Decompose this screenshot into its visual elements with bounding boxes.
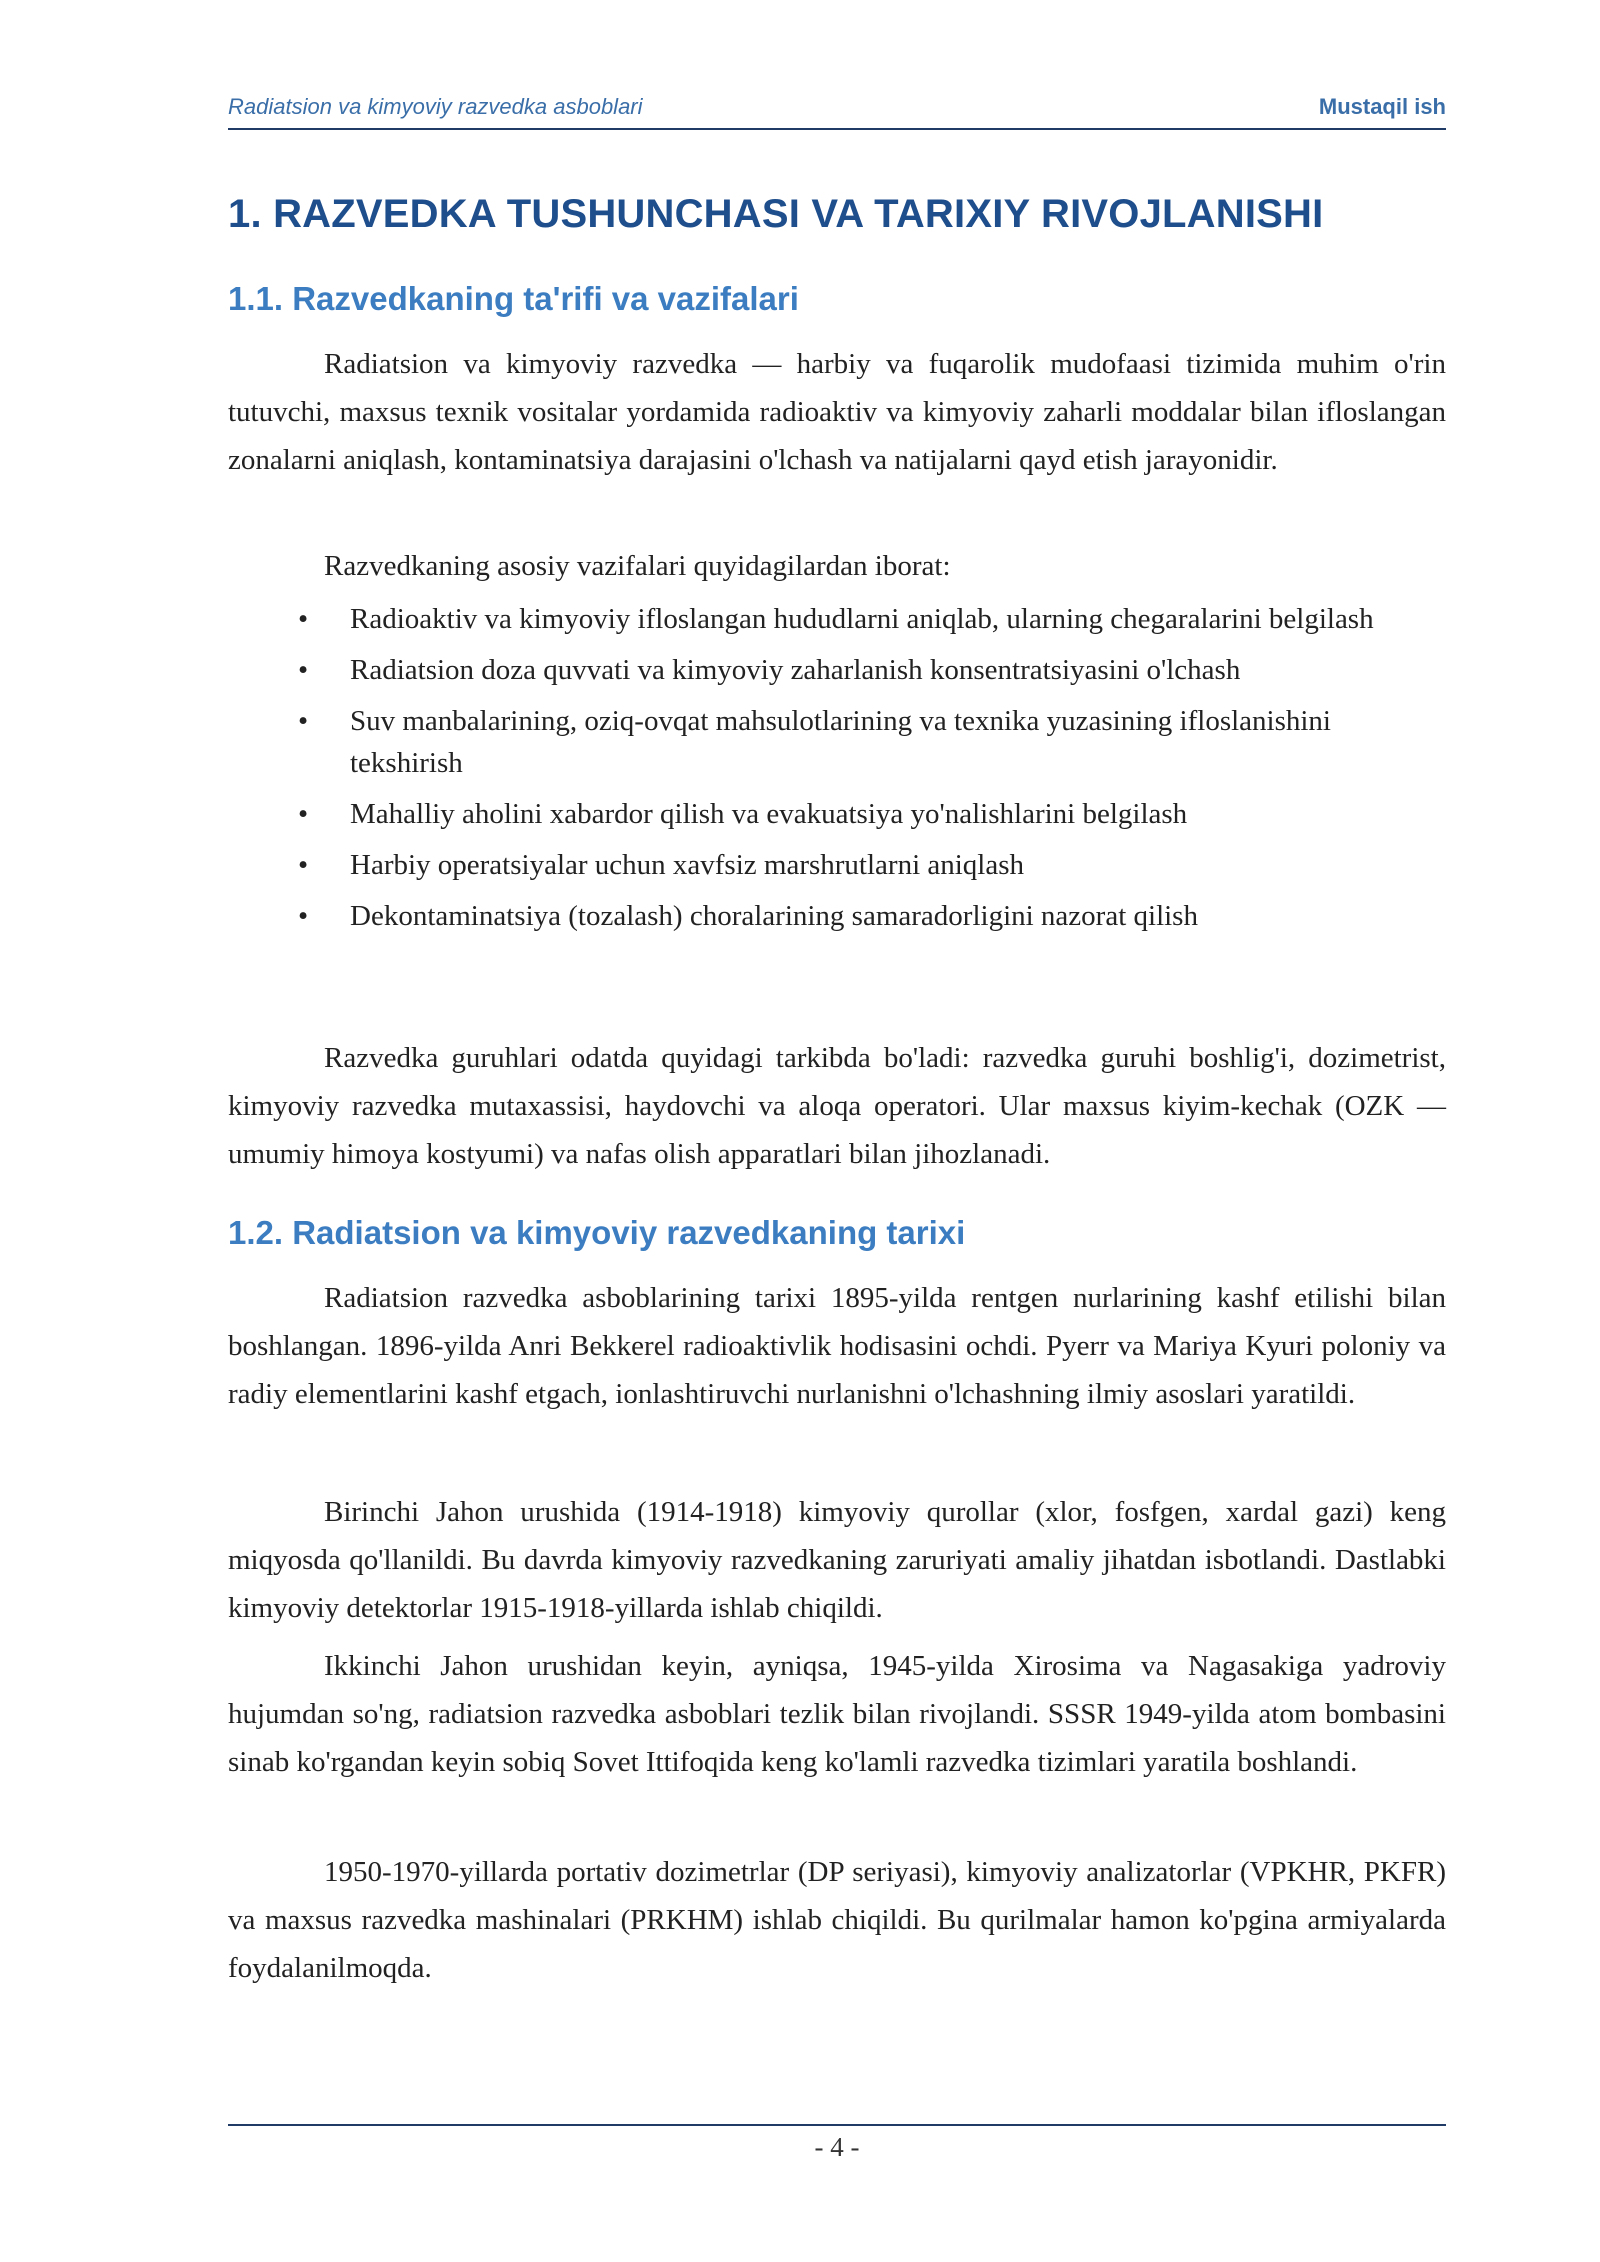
page-header — [228, 92, 1446, 130]
section-2-paragraph-1: Radiatsion razvedka asboblarining tarixi 1895-yilda rentgen nurlarining kashf etilishi bilan boshlangan. 1896-yilda Anri Bekkerel radioaktivlik hodisasini ochdi. Pyerr va Mariya Kyuri poloniy va radiy elementlarini kashf etgach, ionlashtiruvchi nurlanishni o'lchashning ilmiy asoslari yaratildi. — [228, 1282, 1446, 1410]
list-item — [228, 895, 1446, 937]
section-1-paragraph-1: Radiatsion va kimyoviy razvedka — harbiy va fuqarolik mudofaasi tizimida muhim o'rin tutuvchi, maxsus texnik vositalar yordamida radioaktiv va kimyoviy zaharli moddalar bilan ifloslangan zonalarni aniqlash, kontaminatsiya darajasini o'lchash va natijalarni qayd etish jarayonidir. — [228, 348, 1446, 476]
list-item-text: Radiatsion doza quvvati va kimyoviy zaharlanish konsentratsiyasini o'lchash — [350, 654, 1241, 686]
list-item-text: Mahalliy aholini xabardor qilish va evakuatsiya yo'nalishlarini belgilash — [350, 798, 1188, 830]
list-item-text: Radioaktiv va kimyoviy ifloslangan hududlarni aniqlab, ularning chegaralarini belgilash — [350, 603, 1374, 635]
section-2-heading: 1.2. Radiatsion va kimyoviy razvedkaning tarixi — [228, 1214, 966, 1251]
section-2-paragraph-4: 1950-1970-yillarda portativ dozimetrlar (DP seriyasi), kimyoviy analizatorlar (VPKHR, PKFR) va maxsus razvedka mashinalari (PRKHM) ishlab chiqildi. Bu qurilmalar hamon ko'pgina armiyalarda foydalanilmoqda. — [228, 1856, 1446, 1984]
tasks-bullet-list — [228, 598, 1446, 946]
bullet-icon: • — [298, 705, 309, 737]
list-item-text: Harbiy operatsiyalar uchun xavfsiz marshrutlarni aniqlash — [350, 849, 1025, 881]
bullet-icon: • — [298, 900, 309, 932]
footer-divider — [228, 2124, 1446, 2126]
section-1-heading: 1.1. Razvedkaning ta'rifi va vazifalari — [228, 280, 799, 317]
chapter-title: 1. RAZVEDKA TUSHUNCHASI VA TARIXIY RIVOJLANISHI — [228, 192, 1324, 236]
bullet-icon: • — [298, 798, 309, 830]
document-page — [228, 0, 1446, 2262]
list-item — [228, 700, 1446, 784]
list-item — [228, 844, 1446, 886]
bullet-icon: • — [298, 654, 309, 686]
list-item — [228, 793, 1446, 835]
list-item-text: Suv manbalarining, oziq-ovqat mahsulotlarining va texnika yuzasining ifloslanishini tekshirish — [350, 705, 1331, 779]
bullet-icon: • — [298, 603, 309, 635]
header-document-title: Radiatsion va kimyoviy razvedka asboblari — [228, 94, 643, 119]
list-item — [228, 649, 1446, 691]
list-item — [228, 598, 1446, 640]
header-work-type: Mustaqil ish — [1318, 94, 1446, 119]
bullet-icon: • — [298, 849, 309, 881]
section-1-paragraph-2: Razvedkaning asosiy vazifalari quyidagilardan iborat: — [324, 550, 951, 582]
section-2-paragraph-3: Ikkinchi Jahon urushidan keyin, ayniqsa, 1945-yilda Xirosima va Nagasakiga yadroviy hujumdan so'ng, radiatsion razvedka asboblari tezlik bilan rivojlandi. SSSR 1949-yilda atom bombasini sinab ko'rgandan keyin sobiq Sovet Ittifoqida keng ko'lamli razvedka tizimlari yaratila boshlandi. — [228, 1650, 1446, 1778]
page-number: - 4 - — [814, 2132, 860, 2162]
section-2-paragraph-2: Birinchi Jahon urushida (1914-1918) kimyoviy qurollar (xlor, fosfgen, xardal gazi) keng miqyosda qo'llanildi. Bu davrda kimyoviy razvedkaning zaruriyati amaliy jihatdan isbotlandi. Dastlabki kimyoviy detektorlar 1915-1918-yillarda ishlab chiqildi. — [228, 1496, 1446, 1624]
list-item-text: Dekontaminatsiya (tozalash) choralarining samaradorligini nazorat qilish — [350, 900, 1198, 932]
section-1-paragraph-3: Razvedka guruhlari odatda quyidagi tarkibda bo'ladi: razvedka guruhi boshlig'i, dozimetrist, kimyoviy razvedka mutaxassisi, haydovchi va aloqa operatori. Ular maxsus kiyim-kechak (OZK — umumiy himoya kostyumi) va nafas olish apparatlari bilan jihozlanadi. — [228, 1042, 1446, 1170]
